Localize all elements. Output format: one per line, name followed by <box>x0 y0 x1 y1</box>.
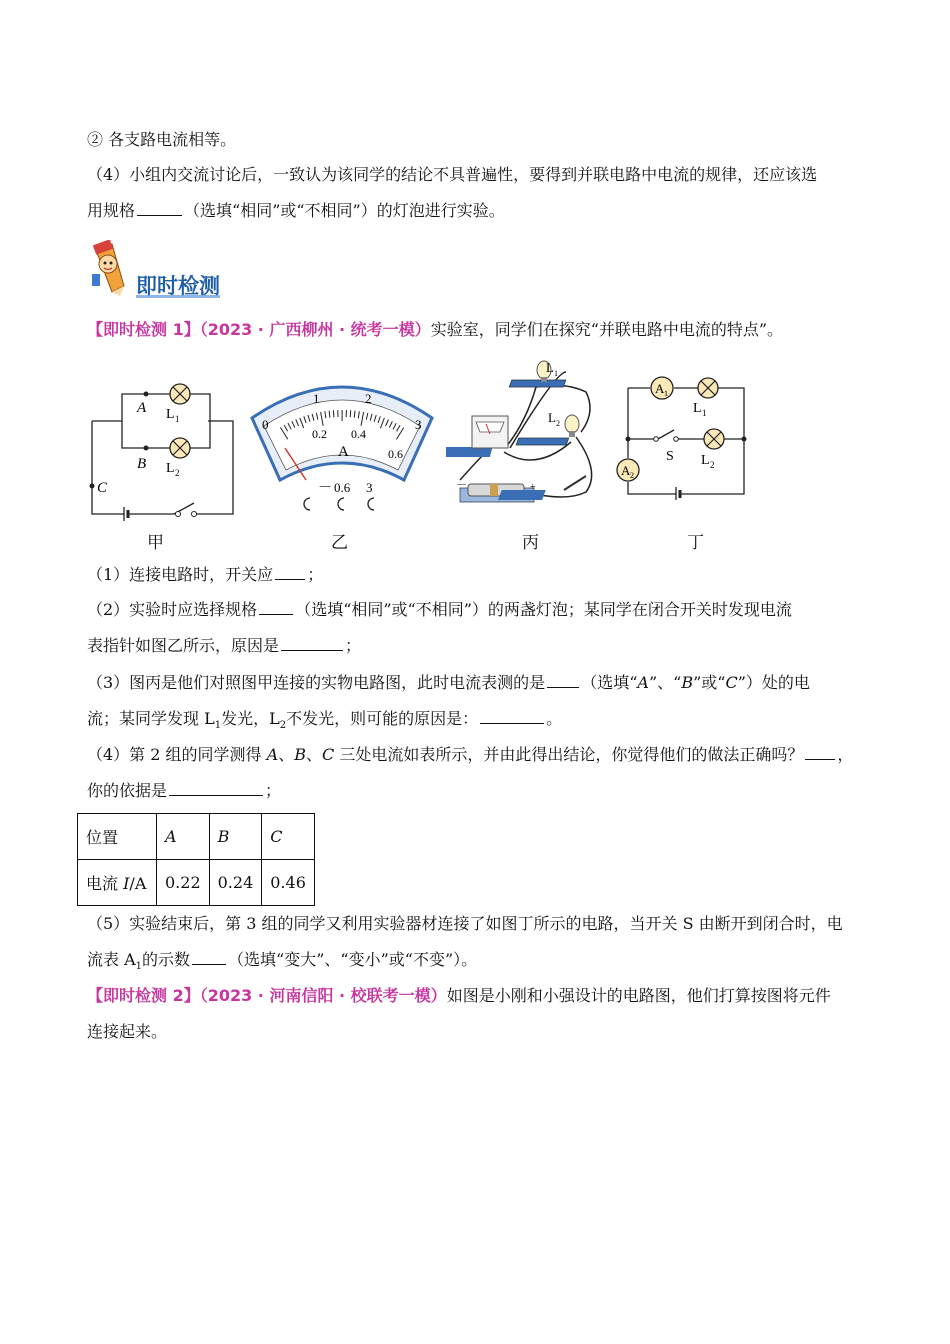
q2-line-2 <box>87 1022 167 1042</box>
answer-blank[interactable] <box>169 781 263 796</box>
line-text: 流；某同学发现 L <box>87 709 215 728</box>
table-row <box>78 814 315 860</box>
table-row <box>78 860 315 906</box>
text-line-1 <box>87 130 236 150</box>
line-text: 发光，L <box>221 709 280 728</box>
answer-blank[interactable] <box>547 673 579 688</box>
figure-yi-ammeter <box>244 378 440 518</box>
table-cell: 位置 <box>78 814 157 860</box>
section-heading <box>86 240 246 298</box>
q1-intro: 实验室，同学们在探究“并联电路中电流的特点”。 <box>430 320 784 339</box>
q2-intro: 如图是小刚和小强设计的电路图，他们打算按图将元件 <box>446 986 831 1005</box>
answer-blank[interactable] <box>480 709 544 724</box>
q1-item-3a <box>87 673 810 693</box>
subscript: 1 <box>214 720 222 732</box>
line-text: ； <box>345 636 362 655</box>
table-cell: 0.24 <box>209 860 262 906</box>
line-text: 用规格 <box>87 201 136 220</box>
q1-item-2a <box>87 600 792 620</box>
point-label: A <box>637 673 649 692</box>
q1-item-1 <box>87 565 323 585</box>
answer-blank[interactable] <box>259 600 293 615</box>
label-l: L <box>166 461 175 476</box>
label-sub: 1 <box>664 389 668 398</box>
label-plus: + <box>530 482 536 493</box>
point-label: A <box>266 745 279 764</box>
line-text: （选填“变大”、“变小”或“不变”）。 <box>228 950 478 969</box>
line-text: （3）图丙是他们对照图甲连接的实物电路图，此时电流表测的是 <box>87 673 546 692</box>
unit-label: A <box>338 444 349 460</box>
q1-item-5b <box>87 950 477 977</box>
line-text: ”或“ <box>693 673 726 692</box>
pencil-mascot-icon <box>86 240 132 296</box>
point-label: C <box>725 673 738 692</box>
line-text: 你的依据是 <box>87 781 168 800</box>
scale-label: 0.6 <box>388 447 403 461</box>
scale-label: 1 <box>313 391 320 406</box>
line-text: 不发光，则可能的原因是： <box>286 709 479 728</box>
scale-label: 0.4 <box>351 427 366 441</box>
text-line-2 <box>87 165 817 185</box>
q1-item-4b <box>87 781 281 801</box>
figure-jia-circuit <box>82 376 242 521</box>
terminal-clip-icon <box>304 498 310 510</box>
line-text: ； <box>265 781 282 800</box>
label-sub: 2 <box>175 468 180 478</box>
label-l: L <box>548 410 556 425</box>
label-l: L <box>701 453 710 468</box>
scale-label: 2 <box>365 391 372 406</box>
q1-item-3b <box>87 709 562 736</box>
scale-label: 0 <box>262 417 269 432</box>
q2-header <box>87 986 831 1006</box>
scale-label: 0.2 <box>312 427 327 441</box>
row-label-unit: /A <box>129 874 147 893</box>
point-label: B <box>681 673 694 692</box>
line-text: （4）小组内交流讨论后，一致认为该同学的结论不具普遍性，要得到并联电路中电流的规律，还应该选 <box>87 165 818 184</box>
terminal-label: 0.6 <box>334 480 351 495</box>
label-sub: 1 <box>554 369 558 378</box>
answer-blank[interactable] <box>137 201 182 216</box>
answer-blank[interactable] <box>805 745 835 760</box>
line-text: ； <box>307 565 324 584</box>
terminal-clip-icon <box>338 498 344 510</box>
text-line-3 <box>87 201 505 221</box>
section-title: 即时检测 <box>136 274 220 298</box>
line-text: （5）实验结束后，第 3 组的同学又利用实验器材连接了如图丁所示的电路，当开关 S 由断开到闭合时，电 <box>87 914 843 933</box>
label-sub: 2 <box>710 460 715 470</box>
table-cell: B <box>209 814 262 860</box>
line-text: ”、“ <box>648 673 682 692</box>
figure-caption: 丙 <box>522 533 539 553</box>
label-minus: － <box>456 479 467 491</box>
q1-source-tag: 【即时检测 1】（2023 · 广西柳州 · 统考一模） <box>87 320 431 339</box>
line-text: （1）连接电路时，开关应 <box>87 565 274 584</box>
q1-item-2b <box>87 636 361 656</box>
line-text: 、 <box>278 745 295 764</box>
answer-blank[interactable] <box>192 950 226 965</box>
line-text: ”）处的电 <box>737 673 810 692</box>
subscript: 1 <box>135 961 143 973</box>
figure-caption: 甲 <box>147 533 164 553</box>
figure-bing-physical-circuit <box>446 352 606 510</box>
ammeter-label: A <box>621 463 631 478</box>
line-text: （2）实验时应选择规格 <box>87 600 258 619</box>
answer-blank[interactable] <box>275 565 305 580</box>
answer-blank[interactable] <box>281 636 343 651</box>
table-cell: 0.46 <box>262 860 315 906</box>
label-l: L <box>693 401 702 416</box>
table-cell <box>78 860 157 906</box>
figure-caption: 丁 <box>687 533 704 553</box>
terminal-label: － <box>318 481 332 496</box>
label-l: L <box>546 360 554 375</box>
label-sub: 1 <box>702 408 707 418</box>
row-label-symbol: I <box>123 874 130 893</box>
scale-tick <box>350 410 351 417</box>
scale-label: 3 <box>415 417 422 432</box>
line-text: （4）第 2 组的同学测得 <box>87 745 267 764</box>
figure-ding-circuit <box>612 376 752 500</box>
q1-item-4a <box>87 745 853 765</box>
line-text: 三处电流如表所示，并由此得出结论，你觉得他们的做法正确吗？ <box>334 745 804 764</box>
q1-header <box>87 320 783 340</box>
switch-label: S <box>666 449 674 464</box>
row-label: 电流 <box>86 874 124 893</box>
ammeter-label: A <box>655 381 665 396</box>
point-label: B <box>294 745 306 764</box>
q1-item-5a <box>87 914 843 934</box>
line-text: （选填“相同”或“不相同”）的灯泡进行实验。 <box>184 201 505 220</box>
line-text: 的示数 <box>142 950 191 969</box>
line-text: 、 <box>305 745 322 764</box>
line-text: 。 <box>546 709 563 728</box>
line-text: ， <box>837 745 854 764</box>
current-table <box>77 813 315 906</box>
label-sub: 1 <box>175 414 180 424</box>
terminal-label: 3 <box>366 480 373 495</box>
subscript: 2 <box>279 720 287 732</box>
q2-intro-2: 连接起来。 <box>87 1022 168 1041</box>
label-sub: 2 <box>556 419 560 428</box>
q2-source-tag: 【即时检测 2】（2023 · 河南信阳 · 校联考一模） <box>87 986 447 1005</box>
line-text: ② 各支路电流相等。 <box>87 130 237 149</box>
label-c: C <box>97 480 108 496</box>
line-text: 表指针如图乙所示，原因是 <box>87 636 280 655</box>
table-cell: 0.22 <box>157 860 210 906</box>
terminal-clip-icon <box>368 498 374 510</box>
table-cell: A <box>157 814 210 860</box>
line-text: （选填“相同”或“不相同”）的两盏灯泡；某同学在闭合开关时发现电流 <box>295 600 792 619</box>
label-sub: 2 <box>630 471 634 480</box>
label-l: L <box>166 407 175 422</box>
line-text: 流表 A <box>87 950 136 969</box>
label-a: A <box>137 400 147 416</box>
figure-caption: 乙 <box>331 533 348 553</box>
line-text: （选填“ <box>581 673 638 692</box>
point-label: C <box>321 745 335 764</box>
scale-tick <box>333 410 334 417</box>
label-b: B <box>137 456 147 472</box>
table-cell: C <box>262 814 315 860</box>
